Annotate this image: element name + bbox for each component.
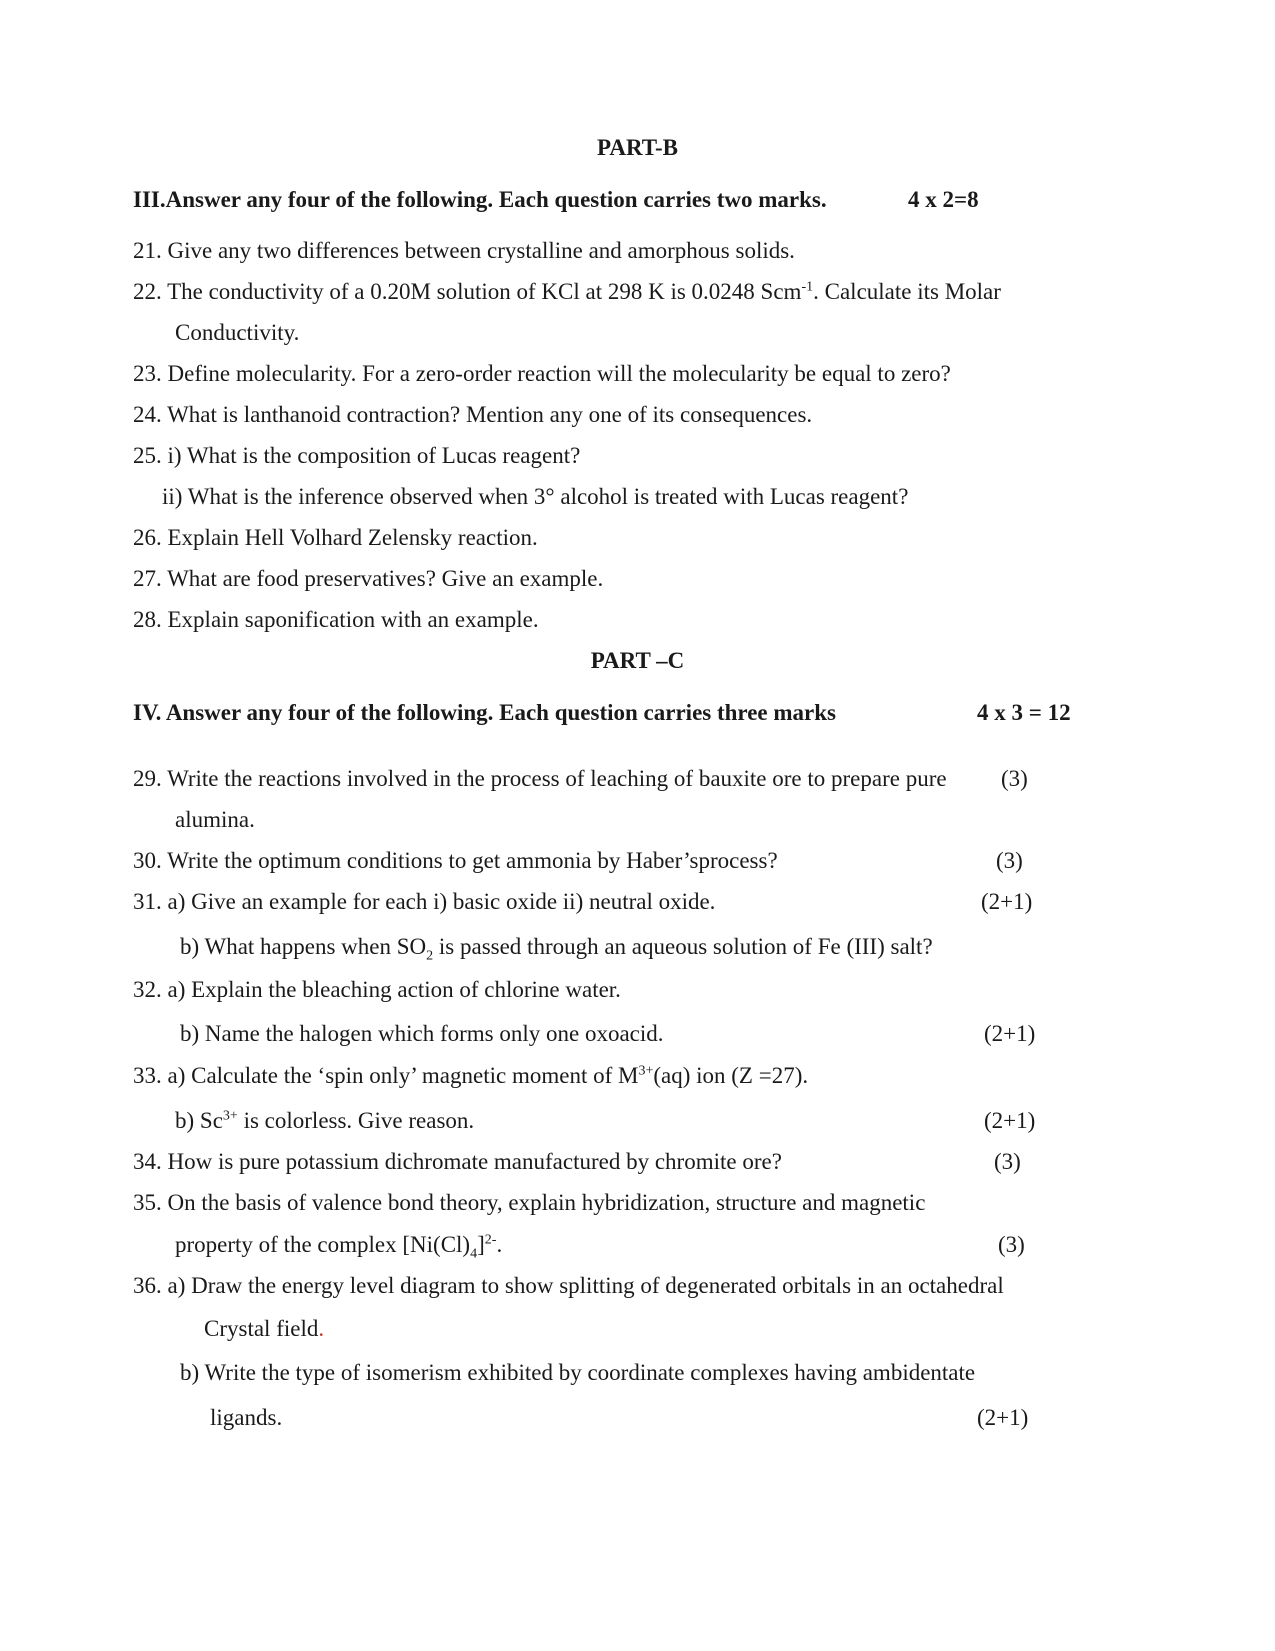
question-27: 27. What are food preservatives? Give an example. — [133, 566, 604, 591]
question-35-text-a: property of the complex [Ni(Cl) — [175, 1232, 471, 1257]
question-33-b-text-b: is colorless. Give reason. — [237, 1108, 475, 1133]
question-29-marks: (3) — [1001, 766, 1028, 791]
question-29-continuation: alumina. — [175, 807, 255, 832]
question-31-b-sub: 2 — [426, 948, 434, 964]
question-22-continuation: Conductivity. — [175, 320, 300, 345]
question-36-b-continuation: ligands. — [210, 1405, 283, 1430]
question-35-marks: (3) — [998, 1232, 1025, 1257]
question-34-marks: (3) — [994, 1149, 1021, 1174]
question-33-a-text-a: 33. a) Calculate the ‘spin only’ magnetic moment of M — [133, 1063, 639, 1088]
question-35-sup: 2- — [484, 1232, 497, 1248]
question-32-b: b) Name the halogen which forms only one oxoacid. — [180, 1021, 664, 1046]
question-25-ii: ii) What is the inference observed when 3° alcohol is treated with Lucas reagent? — [162, 484, 909, 509]
question-36-a-continuation — [204, 1315, 324, 1343]
part-c-instruction: IV. Answer any four of the following. Each question carries three marks — [133, 700, 836, 725]
question-32-a: 32. a) Explain the bleaching action of chlorine water. — [133, 977, 621, 1002]
question-35-continuation — [175, 1231, 503, 1262]
question-22-text-a: 22. The conductivity of a 0.20M solution of KCl at 298 K is 0.0248 Scm — [133, 279, 802, 304]
question-36-b: b) Write the type of isomerism exhibited by coordinate complexes having ambidentate — [180, 1360, 976, 1385]
question-22-text-b: . Calculate its Molar — [813, 279, 1001, 304]
question-33-b — [175, 1107, 474, 1135]
question-36-a-dot: . — [318, 1316, 325, 1341]
question-36-marks: (2+1) — [977, 1405, 1029, 1430]
question-35-sub: 4 — [470, 1246, 478, 1262]
question-22-sup: -1 — [801, 279, 814, 295]
question-34: 34. How is pure potassium dichromate manufactured by chromite ore? — [133, 1149, 782, 1174]
question-33-marks: (2+1) — [984, 1108, 1036, 1133]
question-31-marks: (2+1) — [981, 889, 1033, 914]
question-31-b-text-b: is passed through an aqueous solution of Fe (III) salt? — [433, 934, 933, 959]
question-35-text-b: ] — [477, 1232, 485, 1257]
part-c-title: PART –C — [590, 648, 685, 673]
question-33-b-sup: 3+ — [222, 1108, 238, 1124]
question-33-b-text-a: b) Sc — [175, 1108, 223, 1133]
question-24: 24. What is lanthanoid contraction? Mention any one of its consequences. — [133, 402, 813, 427]
question-23: 23. Define molecularity. For a zero-order reaction will the molecularity be equal to zero? — [133, 361, 951, 386]
question-30: 30. Write the optimum conditions to get ammonia by Haber’sprocess? — [133, 848, 778, 873]
question-25-i: 25. i) What is the composition of Lucas reagent? — [133, 443, 581, 468]
question-35-text-c: . — [496, 1232, 503, 1257]
question-26: 26. Explain Hell Volhard Zelensky reaction. — [133, 525, 538, 550]
question-29: 29. Write the reactions involved in the process of leaching of bauxite ore to prepare pure — [133, 766, 947, 791]
question-31-b — [180, 933, 933, 964]
question-33-a-text-b: (aq) ion (Z =27). — [653, 1063, 809, 1088]
part-b-marks: 4 x 2=8 — [908, 187, 979, 212]
question-35: 35. On the basis of valence bond theory, explain hybridization, structure and magnetic — [133, 1190, 926, 1215]
question-28: 28. Explain saponification with an example. — [133, 607, 539, 632]
question-36-a: 36. a) Draw the energy level diagram to show splitting of degenerated orbitals in an octahedral — [133, 1273, 1004, 1298]
question-31-a: 31. a) Give an example for each i) basic oxide ii) neutral oxide. — [133, 889, 716, 914]
question-22 — [133, 278, 1001, 306]
part-b-instruction: III.Answer any four of the following. Each question carries two marks. — [133, 187, 827, 212]
question-31-b-text-a: b) What happens when SO — [180, 934, 427, 959]
question-36-a-cont-text: Crystal field — [204, 1316, 319, 1341]
question-32-marks: (2+1) — [984, 1021, 1036, 1046]
question-30-marks: (3) — [996, 848, 1023, 873]
part-c-marks: 4 x 3 = 12 — [977, 700, 1071, 725]
part-b-title: PART-B — [597, 135, 678, 160]
question-21: 21. Give any two differences between crystalline and amorphous solids. — [133, 238, 795, 263]
question-33-a — [133, 1062, 808, 1090]
question-33-a-sup: 3+ — [638, 1063, 654, 1079]
